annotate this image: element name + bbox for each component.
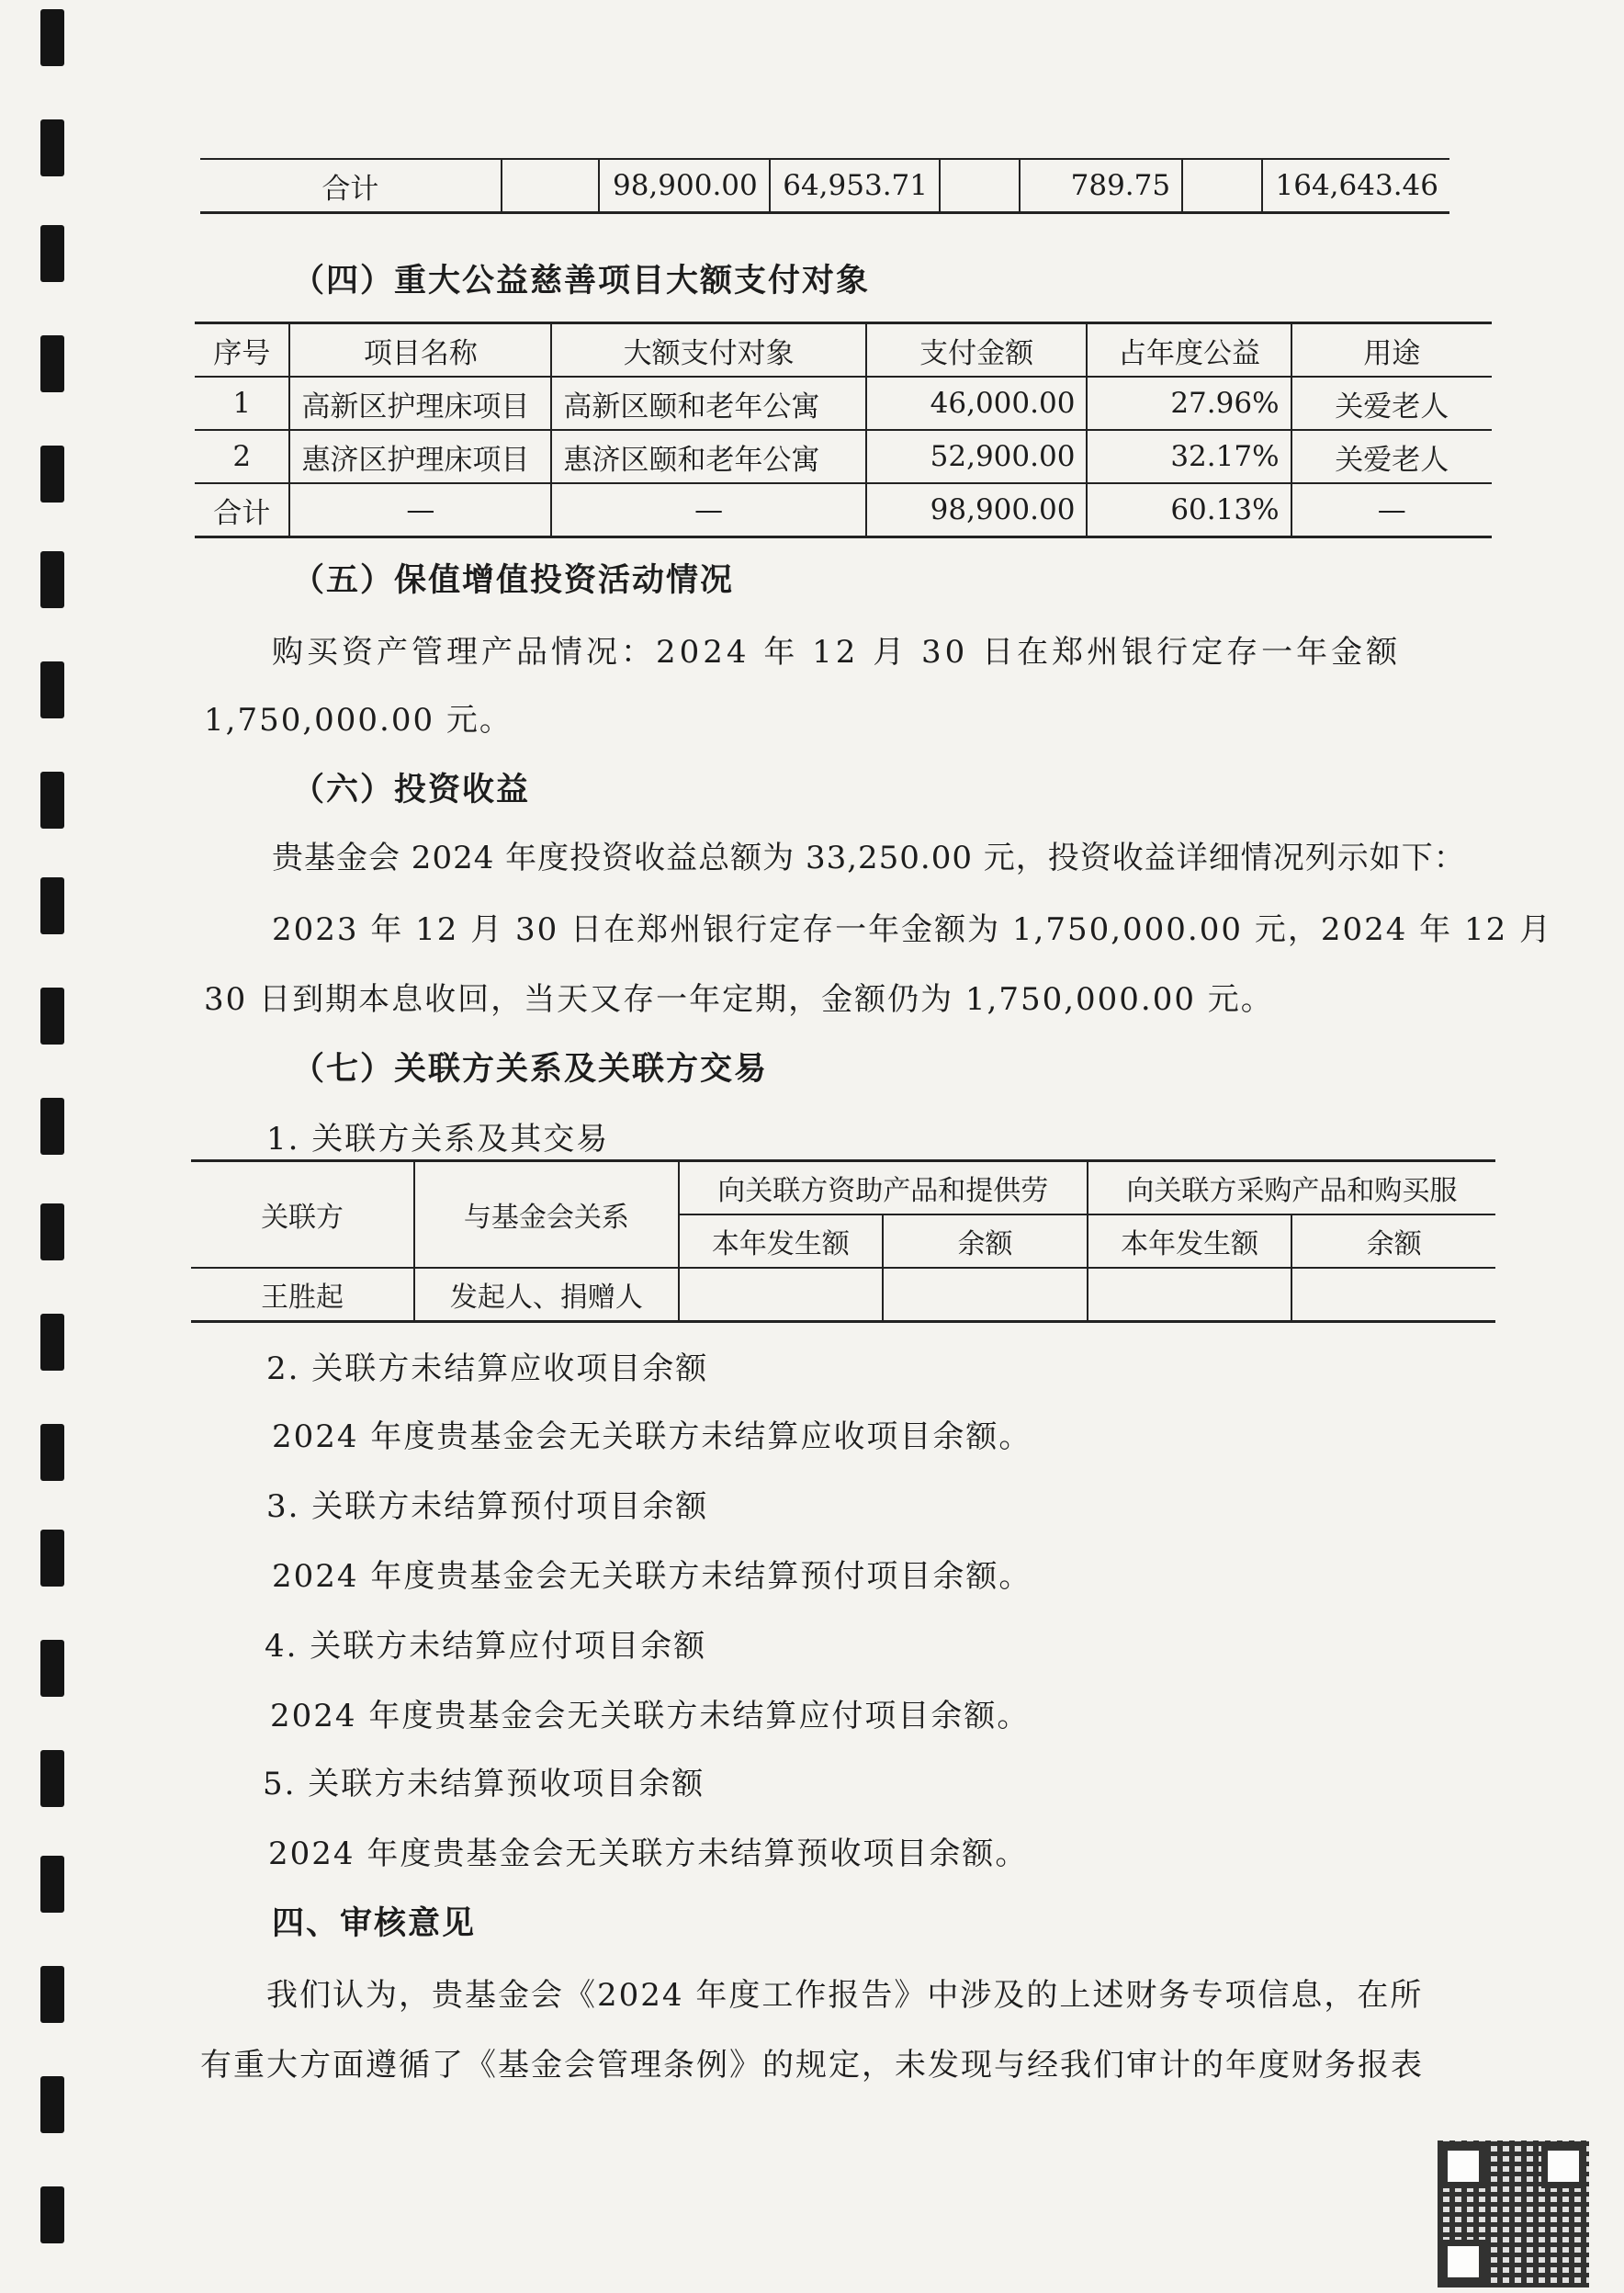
table-total-row <box>195 483 1492 537</box>
section6-heading: （六）投资收益 <box>292 771 531 808</box>
table-row <box>191 1268 1495 1322</box>
paragraph-line: 我们认为，贵基金会《2024 年度工作报告》中涉及的上述财务专项信息，在所 <box>266 1977 1424 2014</box>
paragraph-line: 2024 年度贵基金会无关联方未结算预付项目余额。 <box>272 1558 1032 1595</box>
header-cell: 支付金额 <box>866 323 1088 378</box>
header-cell: 余额 <box>883 1214 1088 1268</box>
table-cell: 164,643.46 <box>1275 169 1438 202</box>
table-cell <box>679 1268 884 1322</box>
header-cell: 用途 <box>1363 336 1421 370</box>
table-cell: 32.17% <box>1087 430 1291 483</box>
table-row <box>200 159 1449 213</box>
table-cell <box>1088 1268 1292 1322</box>
subsection-title: 1. 关联方关系及其交易 <box>266 1121 610 1158</box>
table-cell: 27.96% <box>1087 377 1291 430</box>
table-cell: — <box>551 483 865 537</box>
subsection-title: 2. 关联方未结算应收项目余额 <box>266 1350 709 1387</box>
table-cell: 惠济区护理床项目 <box>289 430 551 483</box>
paragraph-line: 2024 年度贵基金会无关联方未结算应收项目余额。 <box>272 1418 1032 1455</box>
section4-heading: （四）重大公益慈善项目大额支付对象 <box>292 262 871 299</box>
section7-heading: （七）关联方关系及关联方交易 <box>292 1050 769 1088</box>
subsection-title: 3. 关联方未结算预付项目余额 <box>266 1488 709 1525</box>
table-cell: 关爱老人 <box>1335 443 1449 477</box>
payment-table <box>195 322 1492 538</box>
header-cell: 与基金会关系 <box>414 1161 678 1269</box>
table-header-row <box>195 323 1492 378</box>
paragraph-line: 2023 年 12 月 30 日在郑州银行定存一年金额为 1,750,000.00 元，2024 年 12 月 <box>272 911 1553 948</box>
paragraph-line: 1,750,000.00 元。 <box>204 702 513 739</box>
subsection-title: 5. 关联方未结算预收项目余额 <box>263 1766 705 1802</box>
binding-strip <box>40 0 68 2293</box>
table-cell: 高新区护理床项目 <box>289 377 551 430</box>
table-cell: 合计 <box>195 483 289 537</box>
table-cell: — <box>289 483 551 537</box>
header-cell: 占年度公益 <box>1087 323 1291 378</box>
table-cell: — <box>1377 493 1406 526</box>
table-cell: 60.13% <box>1087 483 1291 537</box>
table-cell: 98,900.00 <box>599 159 769 213</box>
related-party-table <box>191 1159 1495 1323</box>
table-cell: 52,900.00 <box>866 430 1088 483</box>
table-cell: 王胜起 <box>191 1268 414 1322</box>
table-cell: 2 <box>195 430 289 483</box>
table-cell: 发起人、捐赠人 <box>414 1268 678 1322</box>
table-cell: 98,900.00 <box>866 483 1088 537</box>
section5-heading: （五）保值增值投资活动情况 <box>292 561 735 599</box>
table-cell: 高新区颐和老年公寓 <box>551 377 865 430</box>
paragraph-line: 2024 年度贵基金会无关联方未结算预收项目余额。 <box>268 1836 1029 1872</box>
table-header-row <box>191 1161 1495 1215</box>
table-cell <box>1182 159 1262 213</box>
table-cell: 关爱老人 <box>1335 390 1449 424</box>
table-row <box>195 377 1492 430</box>
header-cell: 本年发生额 <box>679 1214 884 1268</box>
header-cell: 大额支付对象 <box>551 323 865 378</box>
header-cell: 向关联方资助产品和提供劳 <box>679 1161 1088 1215</box>
header-cell: 余额 <box>1291 1214 1495 1268</box>
top-totals-table <box>200 158 1449 214</box>
opinion-heading: 四、审核意见 <box>272 1904 477 1942</box>
table-cell <box>940 159 1020 213</box>
subsection-title: 4. 关联方未结算应付项目余额 <box>265 1628 707 1665</box>
paragraph-line: 30 日到期本息收回，当天又存一年定期，金额仍为 1,750,000.00 元。 <box>204 981 1274 1018</box>
header-cell: 向关联方采购产品和购买服 <box>1088 1161 1495 1215</box>
paragraph-line: 有重大方面遵循了《基金会管理条例》的规定，未发现与经我们审计的年度财务报表 <box>200 2047 1424 2084</box>
table-row <box>195 430 1492 483</box>
paragraph-line: 贵基金会 2024 年度投资收益总额为 33,250.00 元，投资收益详细情况列示如下： <box>272 840 1466 876</box>
table-cell <box>502 159 600 213</box>
table-cell: 1 <box>195 377 289 430</box>
table-cell <box>1291 1268 1495 1322</box>
header-cell: 项目名称 <box>289 323 551 378</box>
table-cell: 46,000.00 <box>866 377 1088 430</box>
paragraph-line: 2024 年度贵基金会无关联方未结算应付项目余额。 <box>270 1698 1031 1734</box>
header-cell: 关联方 <box>191 1161 414 1269</box>
paragraph-line: 购买资产管理产品情况：2024 年 12 月 30 日在郑州银行定存一年金额 <box>272 634 1402 671</box>
table-cell: 789.75 <box>1020 159 1182 213</box>
header-cell: 序号 <box>195 323 289 378</box>
qr-code-icon <box>1438 2141 1589 2287</box>
table-cell <box>883 1268 1088 1322</box>
total-label: 合计 <box>200 159 502 213</box>
header-cell: 本年发生额 <box>1088 1214 1292 1268</box>
table-cell: 惠济区颐和老年公寓 <box>551 430 865 483</box>
table-cell: 64,953.71 <box>770 159 940 213</box>
